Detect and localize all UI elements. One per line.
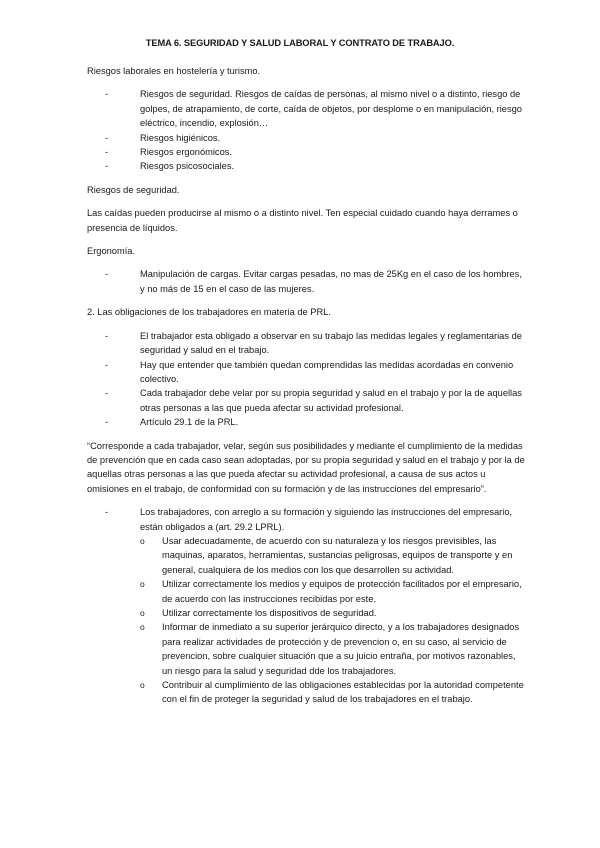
list-item: - Los trabajadores, con arreglo a su formación y siguiendo las instrucciones del empresario, están obligados a (art. 29.2 LPRL). bbox=[105, 505, 527, 534]
list-item: - Riesgos ergonómicos. bbox=[105, 145, 527, 159]
paragraph-caidas: Las caídas pueden producirse al mismo o a distinto nivel. Ten especial cuidado cuando haya derrames o presencia de líquidos. bbox=[87, 208, 518, 233]
bullet-list-obligaciones bbox=[87, 329, 527, 430]
list-item: - El trabajador esta obligado a observar en su trabajo las medidas legales y reglamentarias de seguridad y salud en el trabajo. bbox=[105, 329, 527, 358]
sub-list-item: o Utilizar correctamente los dispositivos de seguridad. bbox=[140, 606, 527, 620]
list-item: - Cada trabajador debe velar por su propia seguridad y salud en el trabajo y por la de aquellas otras personas a las que pueda afectar su actividad profesional. bbox=[105, 386, 527, 415]
document-body bbox=[87, 64, 527, 707]
list-item: - Riesgos higiénicos. bbox=[105, 131, 527, 145]
sub-list-item: o Utilizar correctamente los medios y equipos de protección facilitados por el empresario, de acuerdo con las instrucciones recibidas por este. bbox=[140, 577, 527, 606]
bullet-list-riesgos bbox=[87, 87, 527, 173]
paragraph-riesgos-laborales: Riesgos laborales en hostelería y turismo. bbox=[87, 66, 261, 76]
sub-list-item: o Usar adecuadamente, de acuerdo con su naturaleza y los riesgos previsibles, las maquinas, aparatos, herramientas, sustancias peligrosas, equipos de transporte y en general, cualquiera de los medios con los que desarrollen su actividad. bbox=[140, 534, 527, 577]
list-item: - Hay que entender que también quedan comprendidas las medidas acordadas en convenio colectivo. bbox=[105, 358, 527, 387]
list-item: - Manipulación de cargas. Evitar cargas pesadas, no mas de 25Kg en el caso de los hombres, y no más de 15 en el caso de las mujeres. bbox=[105, 267, 527, 296]
list-item: - Artículo 29.1 de la PRL. bbox=[105, 415, 527, 429]
bullet-list-trabajadores bbox=[87, 505, 527, 707]
paragraph-riesgos-seguridad: Riesgos de seguridad. bbox=[87, 184, 180, 195]
sub-list-item: o Contribuir al cumplimiento de las obligaciones establecidas por la autoridad competente con el fin de proteger la seguridad y salud de los trabajadores en el trabajo. bbox=[140, 678, 527, 707]
paragraph-ergonomia: Ergonomía. bbox=[87, 246, 136, 257]
sub-list-item: o Informar de inmediato a su superior jerárquico directo, y a los trabajadores designados para realizar actividades de protección y de prevencion o, en su caso, al servicio de prevencion, sobre cualquier situación que a su juicio entraña, por motivos razonables, un riesgo para la salud y seguridad dde los trabajadores. bbox=[140, 620, 527, 678]
page-title: TEMA 6. SEGURIDAD Y SALUD LABORAL Y CONTRATO DE TRABAJO. bbox=[145, 38, 455, 48]
section-heading-obligaciones: 2. Las obligaciones de los trabajadores en materia de PRL. bbox=[87, 307, 331, 318]
list-item: - Riesgos de seguridad. Riesgos de caídas de personas, al mismo nivel o a distinto, riesgo de golpes, de atrapamiento, de corte, caída de objetos, por desplome o en manipulación, riesgo eléctrico, incendio, explosión… bbox=[105, 87, 527, 130]
bullet-list-ergonomia bbox=[87, 267, 527, 296]
quote-articulo-29: “Corresponde a cada trabajador, velar, según sus posibilidades y mediante el cumplimiento de la medidas de prevención que en cada caso sean adoptadas, por su propia seguridad y salud en el trabajo y por la de aquellas otras personas a las que pueda afectar su actividad profesional, a causa de sus actos u omisiones en el trabajo, de conformidad con su formación y de las instrucciones del empresario”. bbox=[87, 440, 525, 494]
list-item: - Riesgos psicosociales. bbox=[105, 159, 527, 173]
